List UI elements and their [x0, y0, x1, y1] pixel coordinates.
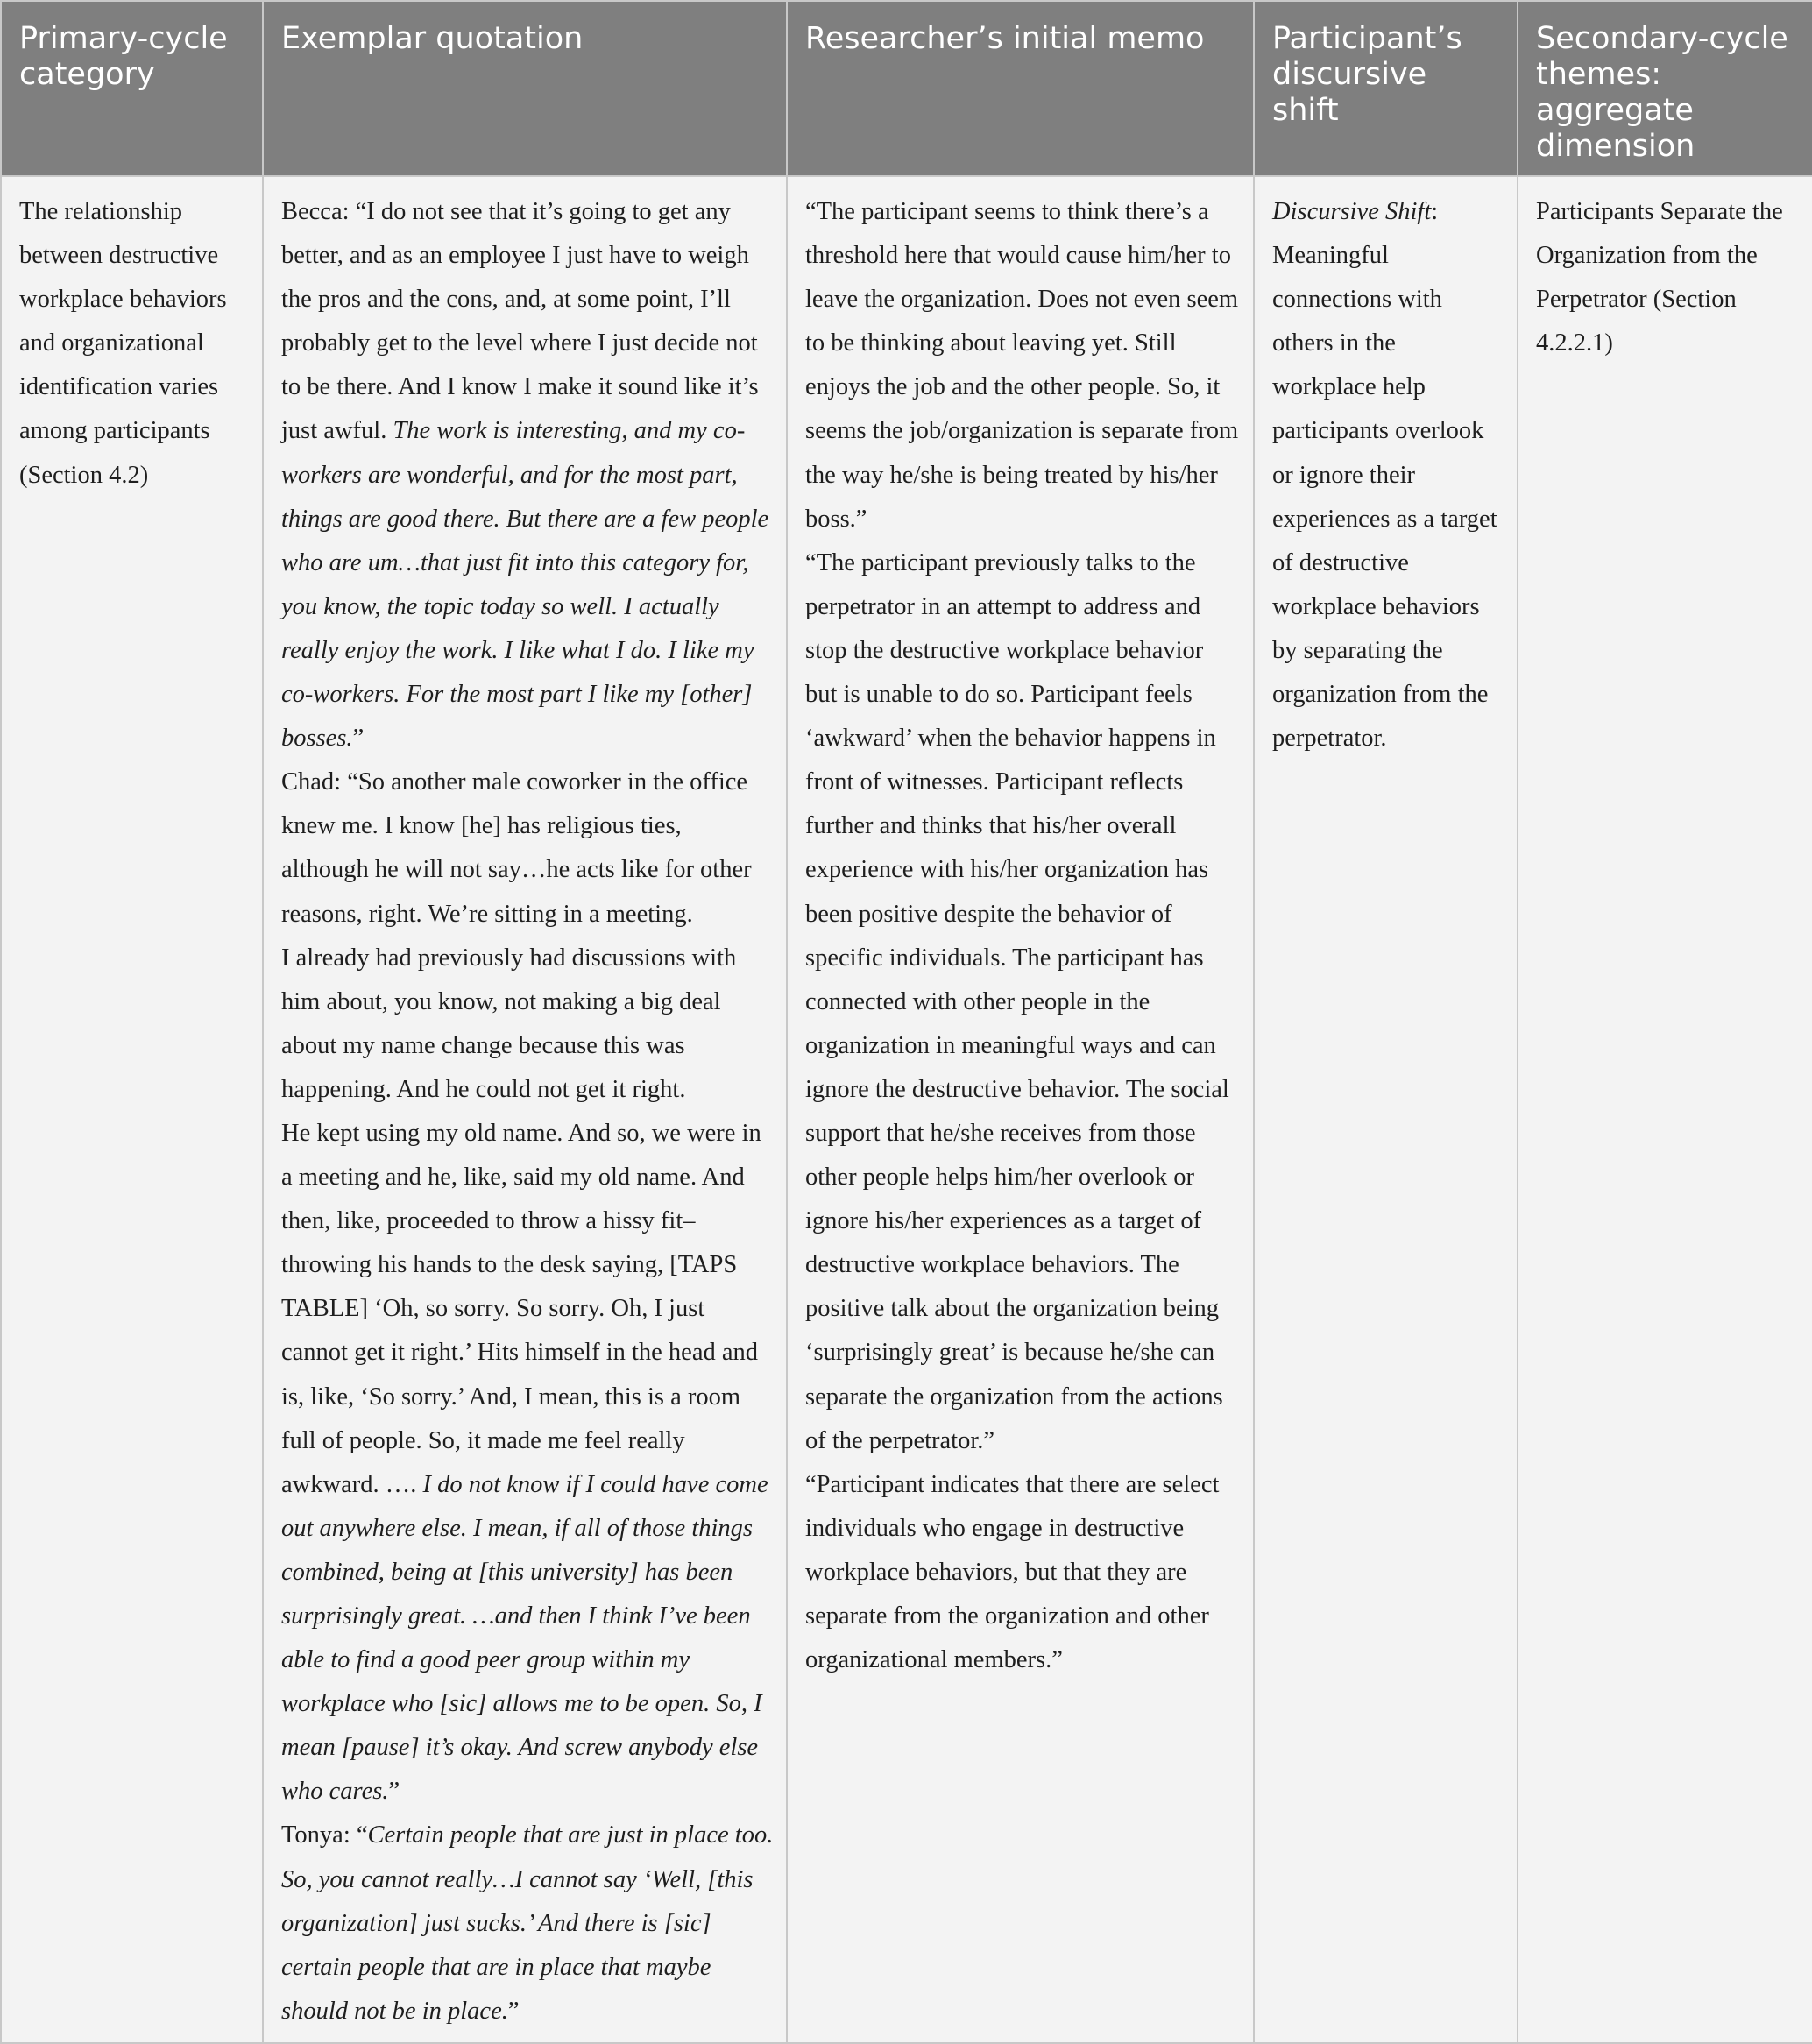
- memo-1: “The participant seems to think there’s a threshold here that would cause him/her to leave the organization. Does not even seem to be thinking about leaving yet. Still enjoys the job and the other people. So, it seems the job/organization is separate from the way he/she is being treated by his/her boss.”: [805, 198, 1239, 533]
- quote-tonya-italic: Certain people that are just in place too. So, you cannot really…I cannot say ‘Well, [this organization] just sucks.’ And there is [sic] certain people that are in place that maybe should not be in place.: [281, 1821, 774, 2025]
- quote-chad-p1: Chad: “So another male coworker in the office knew me. I know [he] has religious ties, although he will not say…he acts like for other reasons, right. We’re sitting in a meeting.: [281, 768, 752, 928]
- quote-tonya-close: ”: [507, 1997, 520, 2025]
- header-primary-category: Primary-cycle category: [1, 1, 263, 176]
- quote-chad-p2: I already had previously had discussions with him about, you know, not making a big deal about my name change because this was happening. And he could not get it right.: [281, 944, 737, 1103]
- memo-2: “The participant previously talks to the perpetrator in an attempt to address and stop the destructive workplace behavior but is unable to do so. Participant feels ‘awkward’ when the behavior happens in front of witnesses. Participant reflects further and thinks that his/her overall experience with his/her organization has been positive despite the behavior of specific individuals. The participant has connected with other people in the organization in meaningful ways and can ignore the destructive behavior. The social support that he/she receives from those other people helps him/her overlook or ignore his/her experiences as a target of destructive workplace behaviors. The positive talk about the organization being ‘surprisingly great’ is because he/she can separate the organization from the actions of the perpetrator.”: [805, 548, 1229, 1454]
- quote-chad-p3-italic: I do not know if I could have come out anywhere else. I mean, if all of those things combined, being at [this university] has been surprisingly great. …and then I think I’ve been able to find a good peer group within my workplace who [sic] allows me to be open. So, I mean [pause] it’s okay. And screw anybody else who cares.: [281, 1470, 768, 1806]
- header-exemplar-quotation: Exemplar quotation: [263, 1, 787, 176]
- quote-tonya: [281, 1814, 774, 2033]
- cell-primary-category: [1, 176, 263, 2043]
- cell-exemplar-quotation: [263, 176, 787, 2043]
- discursive-shift-label: Discursive Shift: [1272, 198, 1432, 225]
- cell-researcher-memo: [787, 176, 1254, 2043]
- primary-category-text: The relationship between destructive workplace behaviors and organizational identification varies among participants (Section 4.2): [19, 198, 227, 489]
- header-researcher-memo: Researcher’s initial memo: [787, 1, 1254, 176]
- quote-becca-italic: The work is interesting, and my co-workers are wonderful, and for the most part, things are good there. But there are a few people who are um…that just fit into this category for, you know, the topic today so well. I actually really enjoy the work. I like what I do. I like my co-workers. For the most part I like my [other] bosses.: [281, 417, 769, 753]
- header-discursive-shift: Participant’s discursive shift: [1254, 1, 1518, 176]
- quote-chad-p3: [281, 1112, 774, 1814]
- header-row: [1, 1, 1812, 176]
- discursive-shift-sep: :: [1431, 198, 1439, 225]
- quote-tonya-lead: Tonya: “: [281, 1821, 368, 1850]
- discursive-shift-text: [1272, 190, 1504, 760]
- cell-secondary-theme: [1518, 176, 1812, 2043]
- quote-chad-p3-close: ”: [388, 1778, 400, 1806]
- header-secondary-themes: Secondary-cycle themes: aggregate dimension: [1518, 1, 1812, 176]
- quote-becca-close: ”: [352, 725, 365, 753]
- secondary-theme-text: Participants Separate the Organization from the Perpetrator (Section 4.2.2.1): [1536, 198, 1783, 357]
- quote-chad-p3-lead: He kept using my old name. And so, we were in a meeting and he, like, said my old name. And then, like, proceeded to throw a hissy fit–throwing his hands to the desk saying, [TAPS TABLE] ‘Oh, so sorry. So sorry. Oh, I just cannot get it right.’ Hits himself in the head and is, like, ‘So sorry.’ And, I mean, this is a room full of people. So, it made me feel really awkward. ….: [281, 1119, 761, 1498]
- table-row: [1, 176, 1812, 2043]
- quote-becca-lead: Becca: “I do not see that it’s going to get any better, and as an employee I just have to weigh the pros and the cons, and, at some point, I’ll probably get to the level where I just decide not to be there. And I know I make it sound like it’s just awful.: [281, 198, 759, 445]
- discursive-shift-body: Meaningful connections with others in the workplace help participants overlook or ignore their experiences as a target of destructive workplace behaviors by separating the organization from the perpetrator.: [1272, 242, 1497, 753]
- cell-discursive-shift: [1254, 176, 1518, 2043]
- quote-becca: [281, 190, 774, 760]
- memo-3: “Participant indicates that there are select individuals who engage in destructive workplace behaviors, but that they are separate from the organization and other organizational members.”: [805, 1470, 1220, 1674]
